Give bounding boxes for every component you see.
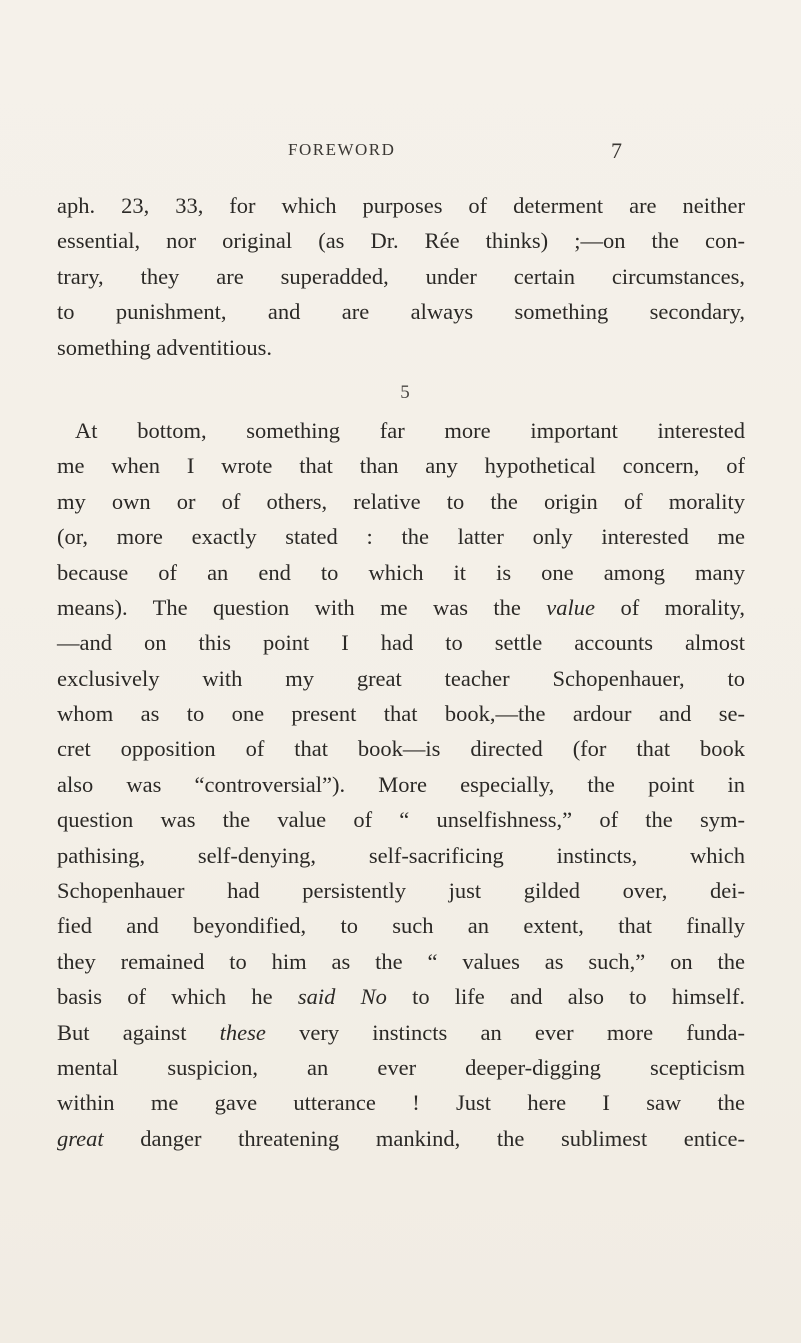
text-line: Schopenhauer had persistently just gilded over, dei-	[57, 878, 745, 904]
text-run: of morality,	[595, 594, 746, 620]
text-line: At bottom, something far more important interested	[75, 417, 745, 443]
italic-word-value: value	[546, 594, 596, 620]
text-line: cret opposition of that book—is directed (for that book	[57, 736, 745, 762]
text-line	[57, 1015, 745, 1050]
text-run: danger threatening mankind, the sublimest entice-	[103, 1125, 745, 1151]
text-line: also was “controversial”). More especially, the point in	[57, 771, 745, 797]
text-line: (or, more exactly stated : the latter only interested me	[57, 524, 745, 550]
text-line: whom as to one present that book,—the ardour and se-	[57, 701, 745, 727]
text-line: fied and beyondified, to such an extent, that finally	[57, 913, 745, 939]
text-line: my own or of others, relative to the origin of morality	[57, 488, 745, 514]
text-line: because of an end to which it is one among many	[57, 559, 745, 585]
text-line	[57, 1121, 745, 1156]
text-line	[57, 979, 745, 1014]
italic-word-these: these	[219, 1019, 266, 1045]
text-run: But against	[57, 1019, 220, 1045]
page-number: 7	[611, 138, 622, 163]
text-line: aph. 23, 33, for which purposes of determent are neither	[57, 193, 745, 218]
text-line	[57, 590, 745, 625]
italic-word-great: great	[57, 1125, 104, 1151]
italic-phrase-said-no: said No	[297, 984, 387, 1010]
running-head	[0, 140, 801, 168]
text-line: they remained to him as the “ values as such,” on the	[57, 948, 745, 974]
text-run: means). The question with me was the	[57, 594, 547, 620]
text-line: trary, they are superadded, under certain circumstances,	[57, 263, 745, 289]
text-line: me when I wrote that than any hypothetical concern, of	[57, 453, 745, 479]
running-head-title: FOREWORD	[288, 140, 396, 159]
text-line: mental suspicion, an ever deeper-digging scepticism	[57, 1054, 745, 1080]
text-run: basis of which he	[57, 984, 298, 1010]
text-line: pathising, self-denying, self-sacrificing instincts, which	[57, 842, 745, 868]
section-number: 5	[400, 381, 410, 403]
text-line: question was the value of “ unselfishness,” of the sym-	[57, 807, 745, 833]
paragraph-section-5	[57, 413, 745, 1156]
text-line: within me gave utterance ! Just here I saw the	[57, 1090, 745, 1116]
text-run: to life and also to himself.	[386, 984, 746, 1010]
body-text	[57, 188, 745, 1156]
text-line: to punishment, and are always something secondary,	[57, 299, 745, 325]
text-line: —and on this point I had to settle accounts almost	[57, 630, 745, 656]
paragraph-continuation	[57, 188, 745, 365]
text-run: very instincts an ever more funda-	[265, 1019, 745, 1045]
text-line: essential, nor original (as Dr. Rée thinks) ;—on the con-	[57, 228, 745, 254]
text-line: exclusively with my great teacher Schopenhauer, to	[57, 665, 745, 691]
text-line: something adventitious.	[57, 334, 272, 360]
